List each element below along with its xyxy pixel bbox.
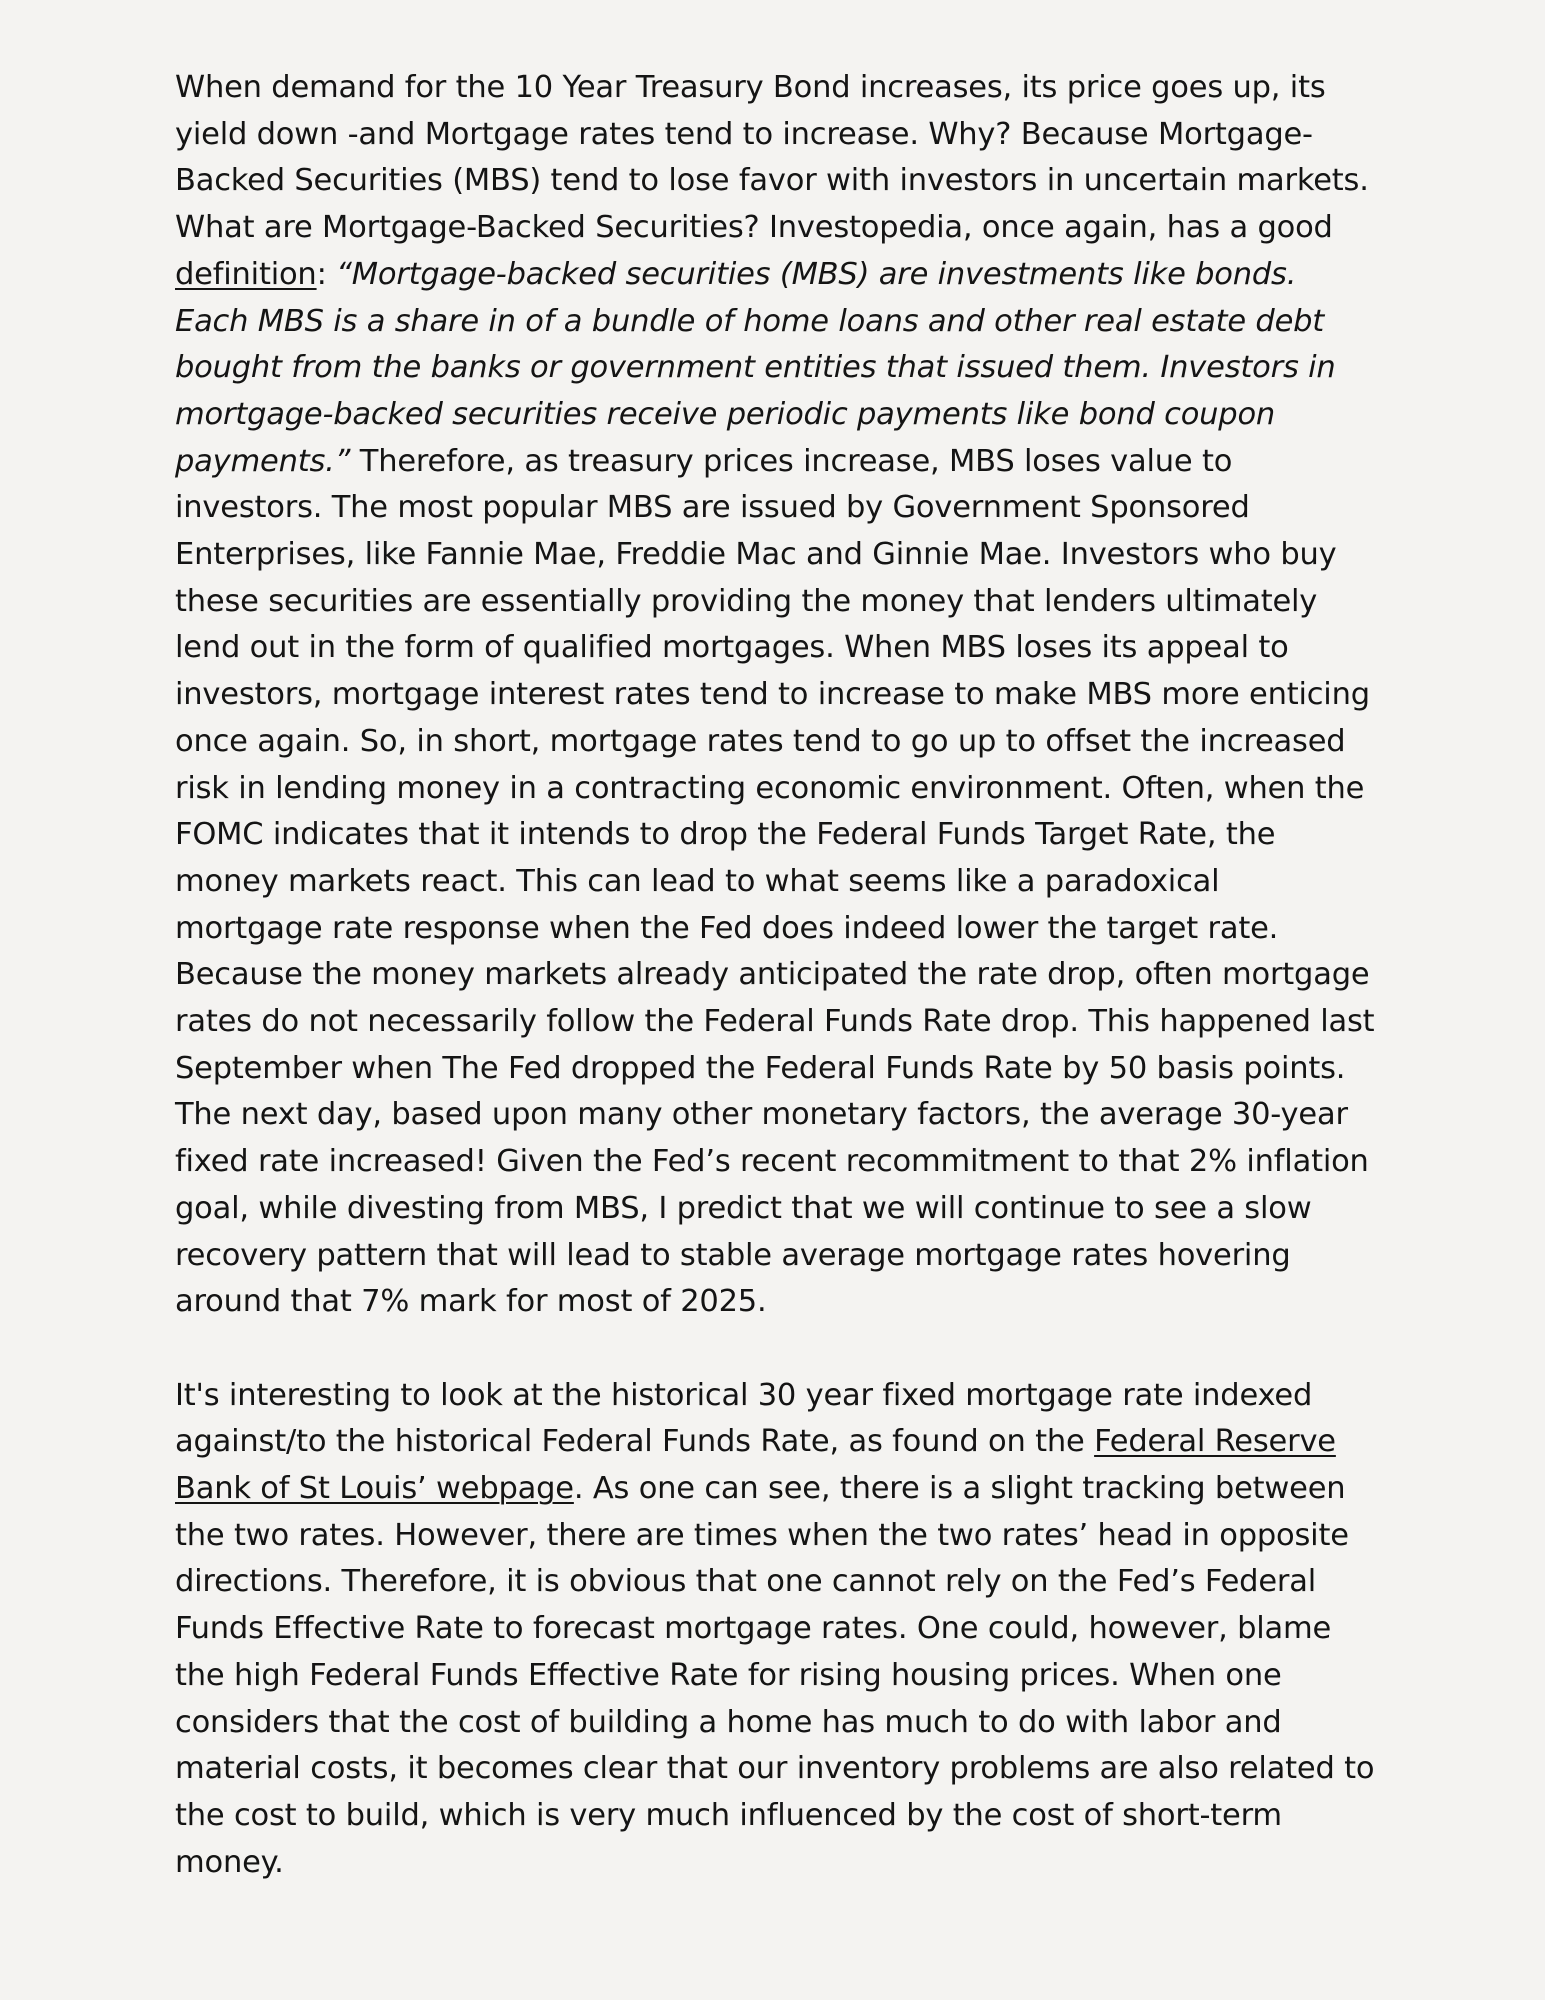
paragraph-spacer: [175, 1326, 1375, 1373]
paragraph-fed-funds-intro-text: It's interesting to look at the historical 30 year fixed mortgage rate indexed against/to the historical Federal Funds Rate, as found on the: [175, 1377, 1313, 1460]
paragraph-fed-funds-body-text: . As one can see, there is a slight tracking between the two rates. However, there are times when the two rates’ head in opposite directions. Therefore, it is obvious that one cannot rely on the Fed’s Federal Funds Effective Rate to forecast mortgage rates. One could, however, blame the high Federal Funds Effective Rate for rising housing prices. When one considers that the cost of building a home has much to do with labor and material costs, it becomes clear that our inventory problems are also related to the cost to build, which is very much influenced by the cost of short-term money.: [175, 1471, 1375, 1880]
st-louis-fed-link[interactable]: Federal Reserve Bank of St Louis’ webpage: [175, 1424, 1336, 1507]
paragraph-mbs-intro-text: When demand for the 10 Year Treasury Bond increases, its price goes up, its yield down -and Mortgage rates tend to increase. Why? Because Mortgage-Backed Securities (MBS) tend to lose favor with investors in uncertain markets. What are Mortgage-Backed Securities? Investopedia, once again, has a good: [175, 70, 1369, 246]
paragraph-mbs-body-text: Therefore, as treasury prices increase, MBS loses value to investors. The most popular MBS are issued by Government Sponsored Enterprises, like Fannie Mae, Freddie Mac and Ginnie Mae. Investors who buy these securities are essentially providing the money that lenders ultimately lend out in the form of qualified mortgages. When MBS loses its appeal to investors, mortgage interest rates tend to increase to make MBS more enticing once again. So, in short, mortgage rates tend to go up to offset the increased risk in lending money in a contracting economic environment. Often, when the FOMC indicates that it intends to drop the Federal Funds Target Rate, the money markets react. This can lead to what seems like a paradoxical mortgage rate response when the Fed does indeed lower the target rate. Because the money markets already anticipated the rate drop, often mortgage rates do not necessarily follow the Federal Funds Rate drop. This happened last September when The Fed dropped the Federal Funds Rate by 50 basis points. The next day, based upon many other monetary factors, the average 30-year fixed rate increased! Given the Fed’s recent recommitment to that 2% inflation goal, while divesting from MBS, I predict that we will continue to see a slow recovery pattern that will lead to stable average mortgage rates hovering around that 7% mark for most of 2025.: [175, 443, 1375, 1320]
definition-link[interactable]: definition: [175, 256, 317, 292]
paragraph-fed-funds: [175, 1373, 1375, 1887]
mbs-definition-quote: “Mortgage-backed securities (MBS) are investments like bonds. Each MBS is a share in of a bundle of home loans and other real estate debt bought from the banks or government entities that issued them. Investors in mortgage-backed securities receive periodic payments like bond coupon payments.”: [175, 256, 1336, 479]
paragraph-mbs: [175, 65, 1375, 1326]
article-body: [175, 65, 1375, 1886]
colon-text: :: [316, 256, 337, 292]
